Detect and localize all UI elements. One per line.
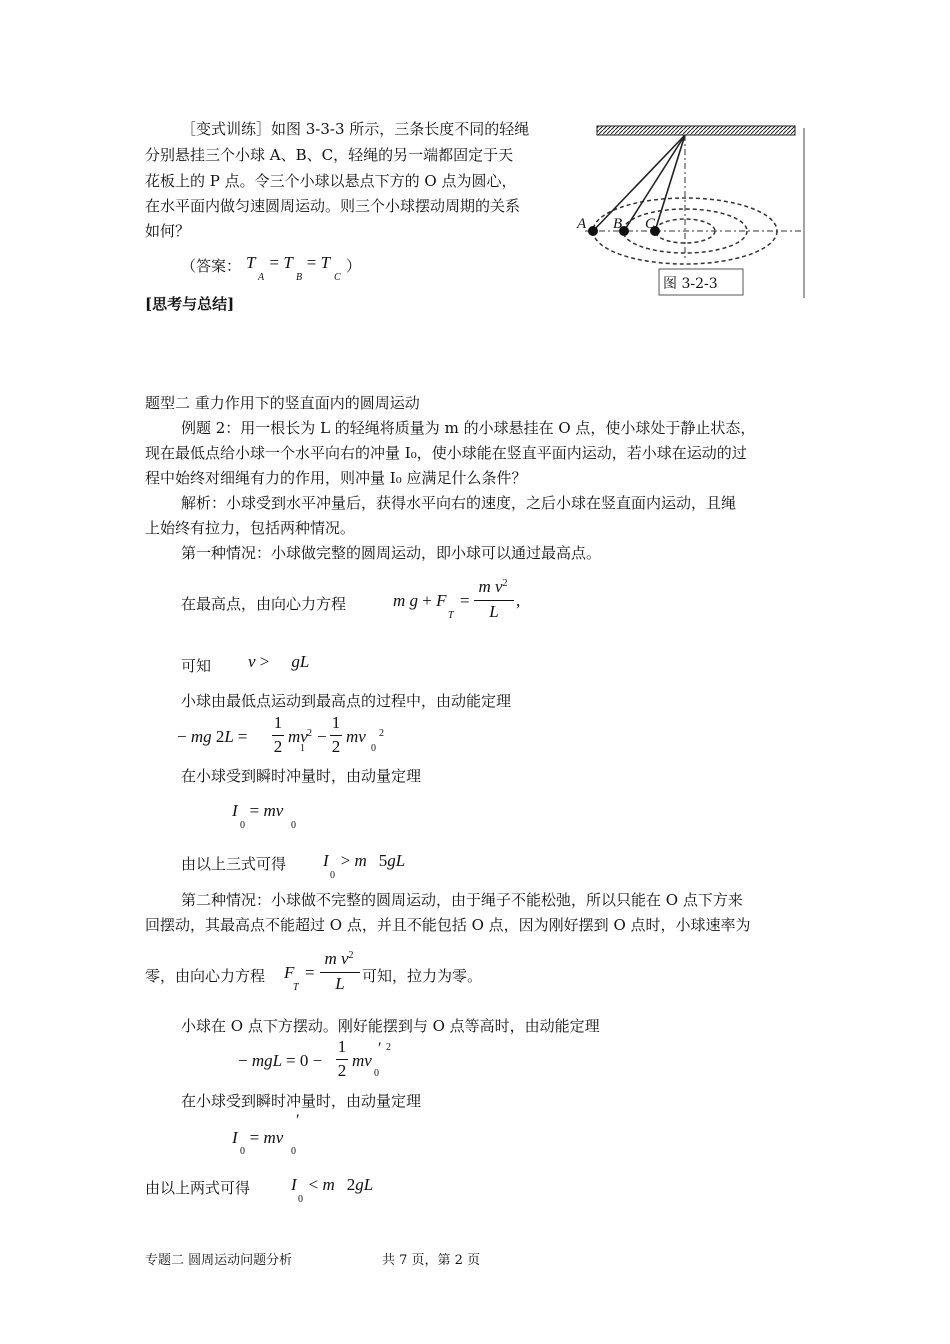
answer-equation: T = T = T	[246, 253, 331, 272]
top-point-numerator: m $v^2$	[478, 577, 508, 596]
sub-B: B	[296, 272, 303, 283]
impulse1-eq: I = mv	[232, 801, 284, 820]
rope-C	[655, 135, 685, 231]
fraction-bar-2	[320, 972, 360, 973]
below-O-text: 小球在 O 点下方摆动。刚好能摆到与 O 点等高时，由动能定理	[181, 1017, 600, 1035]
top-point-eq-equals: =	[460, 591, 470, 610]
figure-caption: 图 3-2-3	[663, 276, 718, 292]
sub-0-e: 0	[374, 1068, 379, 1079]
label-B: B	[613, 216, 623, 232]
half-3-num: 1	[337, 1037, 347, 1056]
top-point-denominator: L	[489, 602, 499, 621]
example-line-2: 现在最低点给小球一个水平向右的冲量 I₀，使小球能在竖直平面内运动，若小球在运动的过	[145, 444, 747, 462]
half-3-bar	[336, 1059, 348, 1060]
answer-suffix: ）	[346, 257, 362, 275]
energy1-minus: −	[317, 727, 327, 746]
zero-eq-F: F	[284, 963, 295, 982]
sub-A: A	[258, 272, 265, 283]
zero-eq-equals: =	[305, 963, 315, 982]
sub-T-2: T	[293, 982, 299, 993]
result1-eq: I > m 5gL	[323, 851, 406, 870]
result2-text: 由以上两式可得	[145, 1179, 251, 1197]
half-3-den: 2	[337, 1061, 347, 1080]
result2-eq: I < m 2gL	[291, 1175, 374, 1194]
energy1-mv0: mv	[346, 727, 366, 746]
half-1-bar	[272, 735, 284, 736]
zero-numerator: m $v^2$	[324, 949, 354, 968]
energy2-mv: mv	[352, 1051, 372, 1070]
energy1-text: 小球由最低点运动到最高点的过程中，由动能定理	[181, 692, 512, 710]
section-title: 题型二 重力作用下的竖直面内的圆周运动	[145, 394, 420, 412]
sub-0-d: 0	[330, 870, 335, 881]
analysis-line-2: 上始终有拉力，包括两种情况。	[145, 519, 356, 537]
answer-prefix: （答案：	[181, 257, 242, 275]
energy1-mv1: mv	[288, 727, 308, 746]
sub-T-1: T	[448, 610, 454, 621]
case1-text: 第一种情况：小球做完整的圆周运动，即小球可以通过最高点。	[181, 544, 602, 562]
ball-A	[588, 226, 598, 236]
top-point-eq-left: m g + F	[393, 591, 447, 610]
top-point-comma: ,	[516, 591, 521, 610]
ceiling	[597, 126, 795, 135]
footer-left: 专题二 圆周运动问题分析	[145, 1253, 293, 1268]
footer-right: 共 7 页，第 2 页	[382, 1253, 481, 1268]
top-point-text: 在最高点，由向心力方程	[181, 595, 347, 613]
analysis-line-1: 解析：小球受到水平冲量后，获得水平向右的速度，之后小球在竖直面内运动，且绳	[181, 494, 737, 512]
prime-1: ′	[378, 1040, 382, 1057]
sup-2-c: 2	[386, 1042, 391, 1053]
result1-text: 由以上三式可得	[181, 855, 287, 873]
sub-0-b: 0	[240, 820, 245, 831]
example-line-1: 例题 2：用一根长为 L 的轻绳将质量为 m 的小球悬挂在 O 点，使小球处于静止状态，	[181, 419, 756, 437]
zero-denominator: L	[335, 974, 345, 993]
label-A: A	[577, 216, 587, 232]
sub-C: C	[334, 272, 341, 283]
known-text: 可知	[181, 657, 212, 675]
label-C: C	[645, 216, 656, 232]
case2-line-1: 第二种情况：小球做不完整的圆周运动，由于绳子不能松弛，所以只能在 O 点下方来	[181, 891, 743, 909]
velocity-condition: v > gL	[248, 652, 310, 671]
impulse2-text: 在小球受到瞬时冲量时，由动量定理	[181, 1092, 422, 1110]
sup-2-a: 2	[307, 728, 312, 739]
prime-2: ′	[296, 1112, 300, 1129]
energy1-eq-left: − mg 2L =	[177, 727, 248, 746]
variant-line-1: ［变式训练］如图 3-3-3 所示，三条长度不同的轻绳	[181, 120, 530, 138]
sup-2-b: 2	[379, 728, 384, 739]
energy2-eq-left: − mgL = 0 −	[238, 1051, 323, 1070]
sub-0-f: 0	[240, 1146, 245, 1157]
summary-heading: [思考与总结]	[145, 295, 235, 313]
sub-0-g: 0	[291, 1146, 296, 1157]
case2-line-2: 回摆动，其最高点不能超过 O 点，并且不能包括 O 点，因为刚好摆到 O 点时，小球速率为	[145, 916, 751, 934]
variant-line-3: 花板上的 P 点。令三个小球以悬点下方的 O 点为圆心，	[145, 172, 517, 190]
variant-line-4: 在水平面内做匀速圆周运动。则三个小球摆动周期的关系	[145, 197, 521, 215]
variant-line-5: 如何？	[145, 222, 191, 240]
half-2-den: 2	[331, 737, 341, 756]
fraction-bar-1	[474, 600, 514, 601]
zero-suffix: 可知，拉力为零。	[362, 967, 483, 985]
half-2-num: 1	[331, 713, 341, 732]
sub-0-a: 0	[371, 743, 376, 754]
example-line-3: 程中始终对细绳有力的作用，则冲量 I₀ 应满足什么条件？	[145, 469, 527, 487]
impulse2-eq: I = mv	[232, 1128, 284, 1147]
sub-0-c: 0	[291, 820, 296, 831]
sub-1: 1	[300, 743, 305, 754]
half-2-bar	[330, 735, 342, 736]
impulse1-text: 在小球受到瞬时冲量时，由动量定理	[181, 767, 422, 785]
variant-line-2: 分别悬挂三个小球 A、B、C，轻绳的另一端都固定于天	[145, 146, 514, 164]
zero-prefix: 零，由向心力方程	[145, 967, 266, 985]
half-1-den: 2	[273, 737, 283, 756]
sub-0-h: 0	[298, 1194, 303, 1205]
pendulum-figure	[575, 118, 815, 300]
half-1-num: 1	[273, 713, 283, 732]
